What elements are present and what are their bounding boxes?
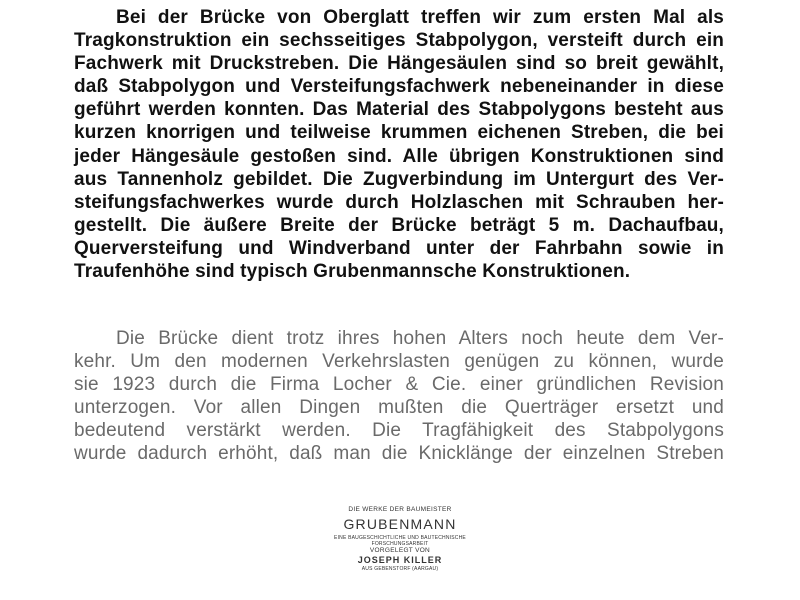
text-line: wurde dadurch erhöht, daß man die Knicklänge der einzelnen Streben: [74, 443, 724, 465]
imprint-author: JOSEPH KILLER: [357, 555, 443, 565]
text-line: Traufenhöhe sind typisch Grubenmannsche Konstruktionen.: [74, 261, 631, 283]
imprint-title: GRUBENMANN: [343, 516, 457, 532]
imprint-subtitle-line: EINE BAUGESCHICHTLICHE UND BAUTECHNISCHE: [334, 535, 466, 541]
text-line: Die Brücke dient trotz ihres hohen Alters noch heute dem Ver-: [116, 328, 724, 349]
text-line: steifungsfachwerkes wurde durch Holzlaschen mit Schrauben her-: [74, 191, 724, 213]
text-line: daß Stabpolygon und Versteifungsfachwerk nebeneinander in diese: [74, 76, 724, 98]
text-line: unterzogen. Vor allen Dingen mußten die Querträger ersetzt und: [74, 397, 724, 419]
text-line: Bei der Brücke von Oberglatt treffen wir zum ersten Mal als: [116, 7, 724, 28]
text-line: jeder Hängesäule gestoßen sind. Alle übrigen Konstruktionen sind: [74, 145, 724, 167]
imprint-author-origin: AUS GEBENSTORF (AARGAU): [361, 566, 439, 572]
text-line: kehr. Um den modernen Verkehrslasten genügen zu können, wurde: [74, 351, 724, 373]
text-line: kurzen knorrigen und teilweise krummen eichenen Streben, die bei: [74, 122, 724, 144]
imprint-subtitle-line: FORSCHUNGSARBEIT: [371, 541, 429, 547]
text-line: sie 1923 durch die Firma Locher & Cie. einer gründlichen Revision: [74, 374, 724, 396]
imprint-presented-by: VORGELEGT VON: [369, 547, 431, 554]
text-line: Querversteifung und Windverband unter der Fahrbahn sowie in: [74, 237, 724, 259]
paragraph-2: [74, 327, 724, 466]
text-line: bedeutend verstärkt werden. Die Tragfähigkeit des Stabpolygons: [74, 420, 724, 442]
text-line: Tragkonstruktion ein sechsseitiges Stabpolygon, versteift durch ein: [74, 30, 724, 52]
text-line: aus Tannenholz gebildet. Die Zugverbindung im Untergurt des Ver-: [74, 168, 724, 190]
text-line: gestellt. Die äußere Breite der Brücke beträgt 5 m. Dachaufbau,: [74, 214, 724, 236]
title-imprint: [300, 506, 500, 572]
paragraph-1: [74, 6, 724, 283]
text-line: Fachwerk mit Druckstreben. Die Hängesäulen sind so breit gewählt,: [74, 53, 724, 75]
text-line: geführt werden konnten. Das Material des Stabpolygons besteht aus: [74, 99, 724, 121]
imprint-series-line: DIE WERKE DER BAUMEISTER: [348, 506, 452, 513]
